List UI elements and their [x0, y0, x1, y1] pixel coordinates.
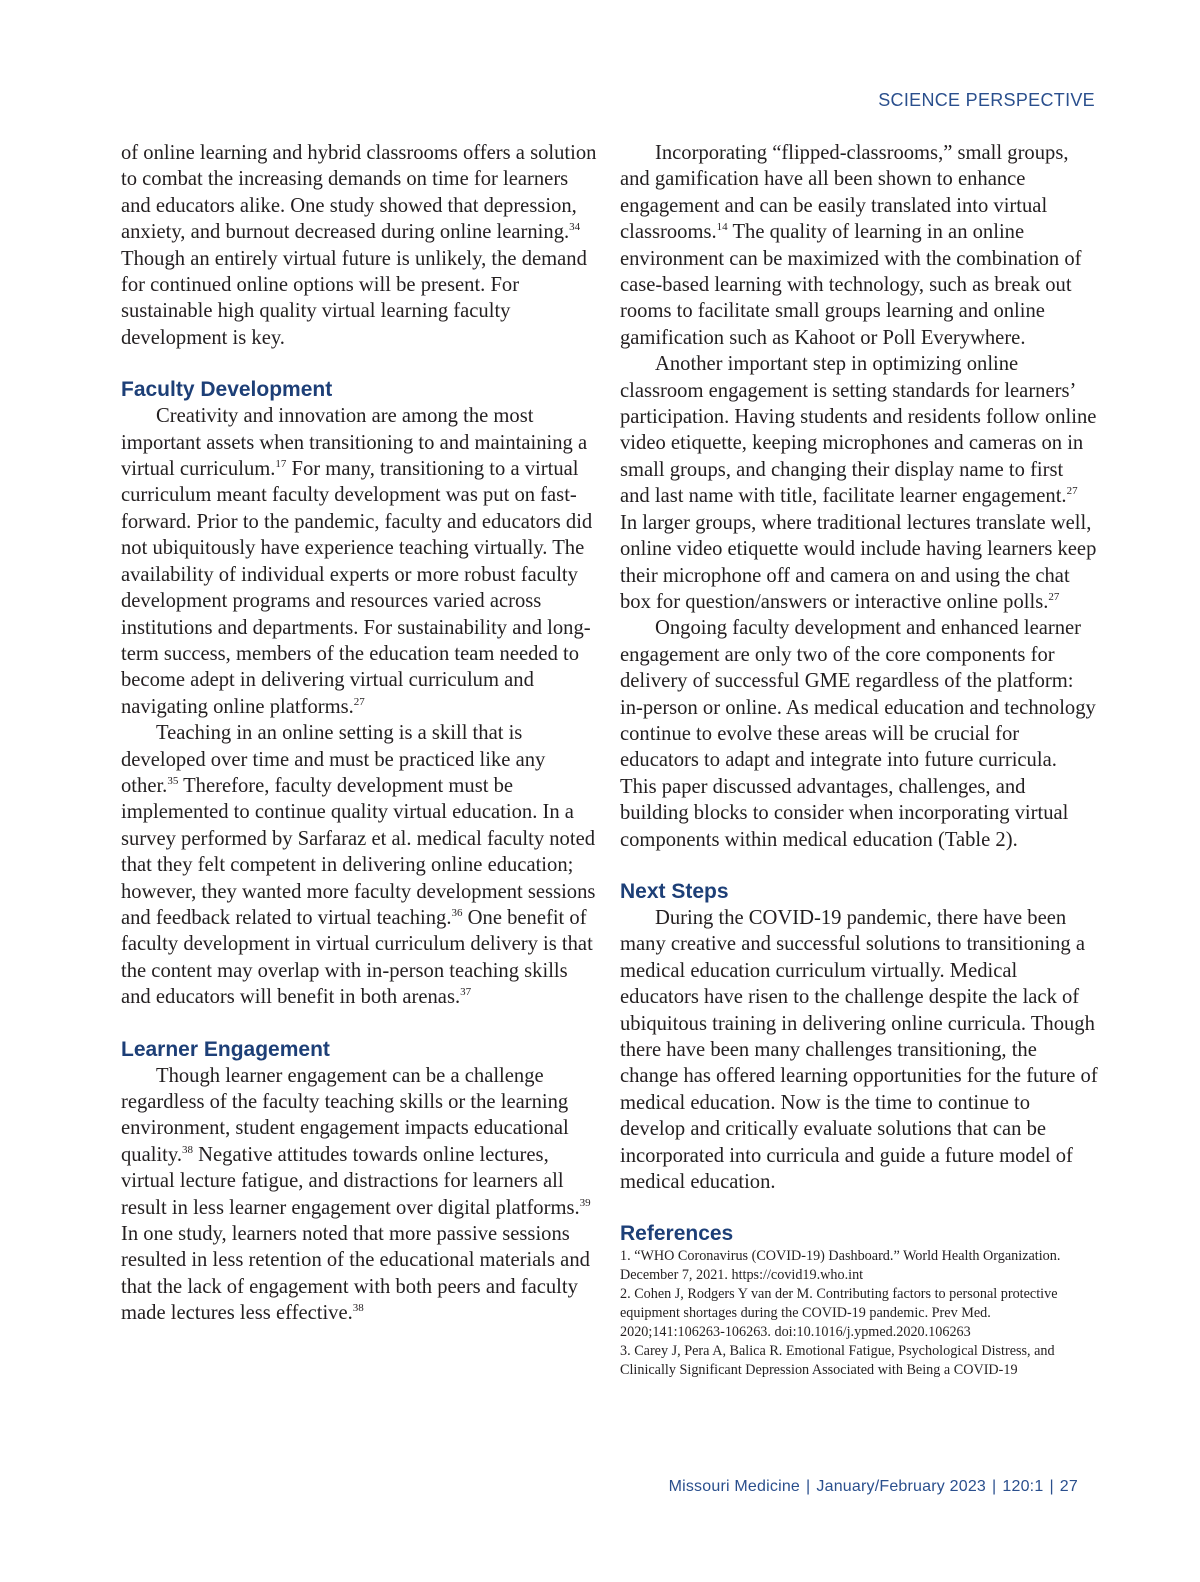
citation: 27 — [1048, 590, 1060, 603]
page-number: 27 — [1059, 1478, 1078, 1495]
reference-item: 2. Cohen J, Rodgers Y van der M. Contributing factors to personal protective equipment shortages during the COVID-19 pandemic. Prev Med. 2020;141:106263-106263. doi:10.1016/j.ypmed.2020.106263 — [620, 1286, 1058, 1341]
section-label: SCIENCE PERSPECTIVE — [878, 90, 1095, 110]
citation: 14 — [716, 221, 728, 234]
citation: 17 — [275, 458, 287, 471]
engagement-paragraph-2: Another important step in optimizing online classroom engagement is setting standards for learners’ participation. Having students and residents follow online video etiquette, keeping microphones and cameras on in small groups, and changing their display name to first and last name with title, facilitate learner engagement.$^{27}$ In larger groups, where traditional lectures translate well, online video etiquette would include having learners keep their microphone off and camera on and using the chat box for question/answers or interactive online polls.$^{27}$ — [620, 353, 1097, 613]
citation: 37 — [460, 986, 472, 999]
learner-engagement-heading: Learner Engagement — [121, 1037, 330, 1061]
journal-name: Missouri Medicine — [668, 1478, 801, 1495]
citation: 27 — [1066, 485, 1078, 498]
references-list — [620, 1247, 1098, 1380]
footer-separator: | — [1049, 1478, 1054, 1495]
citation: 38 — [352, 1302, 364, 1315]
reference-item: 1. “WHO Coronavirus (COVID-19) Dashboard.” World Health Organization. December 7, 2021. https://covid19.who.int — [620, 1248, 1061, 1284]
citation: 27 — [353, 695, 365, 708]
learner-paragraph-1: Though learner engagement can be a challenge regardless of the faculty teaching skills or the learning environment, student engagement impacts educational quality.$^{38}$ Negative attitudes towards online lectures, virtual lecture fatigue, and distractions for learners all result in less learner engagement over digital platforms.$^{39}$ In one study, learners noted that more passive sessions resulted in less retention of the educational materials and that the lack of engagement with both peers and faculty made lectures less effective.$^{38}$ — [121, 1064, 591, 1325]
references-heading: References — [620, 1222, 734, 1246]
footer-separator: | — [992, 1478, 997, 1495]
citation: 36 — [451, 906, 463, 919]
citation: 34 — [569, 221, 581, 234]
citation: 35 — [167, 774, 179, 787]
citation: 38 — [182, 1143, 194, 1156]
citation: 39 — [579, 1196, 591, 1209]
next-steps-heading: Next Steps — [620, 879, 729, 903]
left-column — [121, 140, 599, 1327]
faculty-paragraph-1: Creativity and innovation are among the most important assets when transitioning to and maintaining a virtual curriculum.$^{17}$ For many, transitioning to a virtual curriculum meant faculty development was put on fast-forward. Prior to the pandemic, faculty and educators did not ubiquitously have experience teaching virtually. The availability of individual experts or more robust faculty development programs and resources varied across institutions and departments. For sustainability and long-term success, members of the education team needed to become adept in delivering virtual curriculum and navigating online platforms.$^{27}$ — [121, 405, 593, 718]
engagement-paragraph-3: Ongoing faculty development and enhanced learner engagement are only two of the core components for delivery of successful GME regardless of the platform: in-person or online. As medical education and technology continue to evolve these areas will be crucial for educators to adapt and integrate into future curricula. This paper discussed advantages, challenges, and building blocks to consider when incorporating virtual components within medical education (Table 2). — [620, 617, 1096, 851]
next-steps-paragraph: During the COVID-19 pandemic, there have been many creative and successful solutions to transitioning a medical education curriculum virtually. Medical educators have risen to the challenge despite the lack of ubiquitous training in delivering online curricula. Though there have been many challenges transitioning, the change has offered learning opportunities for the future of medical education. Now is the time to continue to develop and critically evaluate solutions that can be incorporated into curricula and guide a future model of medical education. — [620, 906, 1098, 1194]
volume: 120:1 — [1002, 1478, 1044, 1495]
issue-date: January/February 2023 — [816, 1478, 987, 1495]
engagement-paragraph-1: Incorporating “flipped-classrooms,” small groups, and gamification have all been shown to enhance engagement and can be easily translated into virtual classrooms.$^{14}$ The quality of learning in an online environment can be maximized with the combination of case-based learning with technology, such as break out rooms to facilitate small groups learning and online gamification such as Kahoot or Poll Everywhere. — [620, 142, 1082, 349]
footer-separator: | — [806, 1478, 811, 1495]
intro-paragraph: of online learning and hybrid classrooms offers a solution to combat the increasing demands on time for learners and educators alike. One study showed that depression, anxiety, and burnout decreased during online learning.$^{34}$ Though an entirely virtual future is unlikely, the demand for continued online options will be present. For sustainable high quality virtual learning faculty development is key. — [121, 142, 597, 349]
faculty-paragraph-2: Teaching in an online setting is a skill that is developed over time and must be practiced like any other.$^{35}$ Therefore, faculty development must be implemented to continue quality virtual education. In a survey performed by Sarfaraz et al. medical faculty noted that they felt competent in delivering online education; however, they wanted more faculty development sessions and feedback related to virtual teaching.$^{36}$ One benefit of faculty development in virtual curriculum delivery is that the content may overlap with in-person teaching skills and educators will benefit in both arenas.$^{37}$ — [121, 722, 596, 1009]
right-column — [620, 140, 1098, 1380]
faculty-development-heading: Faculty Development — [121, 378, 333, 402]
reference-item: 3. Carey J, Pera A, Balica R. Emotional Fatigue, Psychological Distress, and Clinically Significant Depression Associated with Being a COVID-19 — [620, 1343, 1055, 1379]
page-footer — [669, 1478, 1078, 1496]
